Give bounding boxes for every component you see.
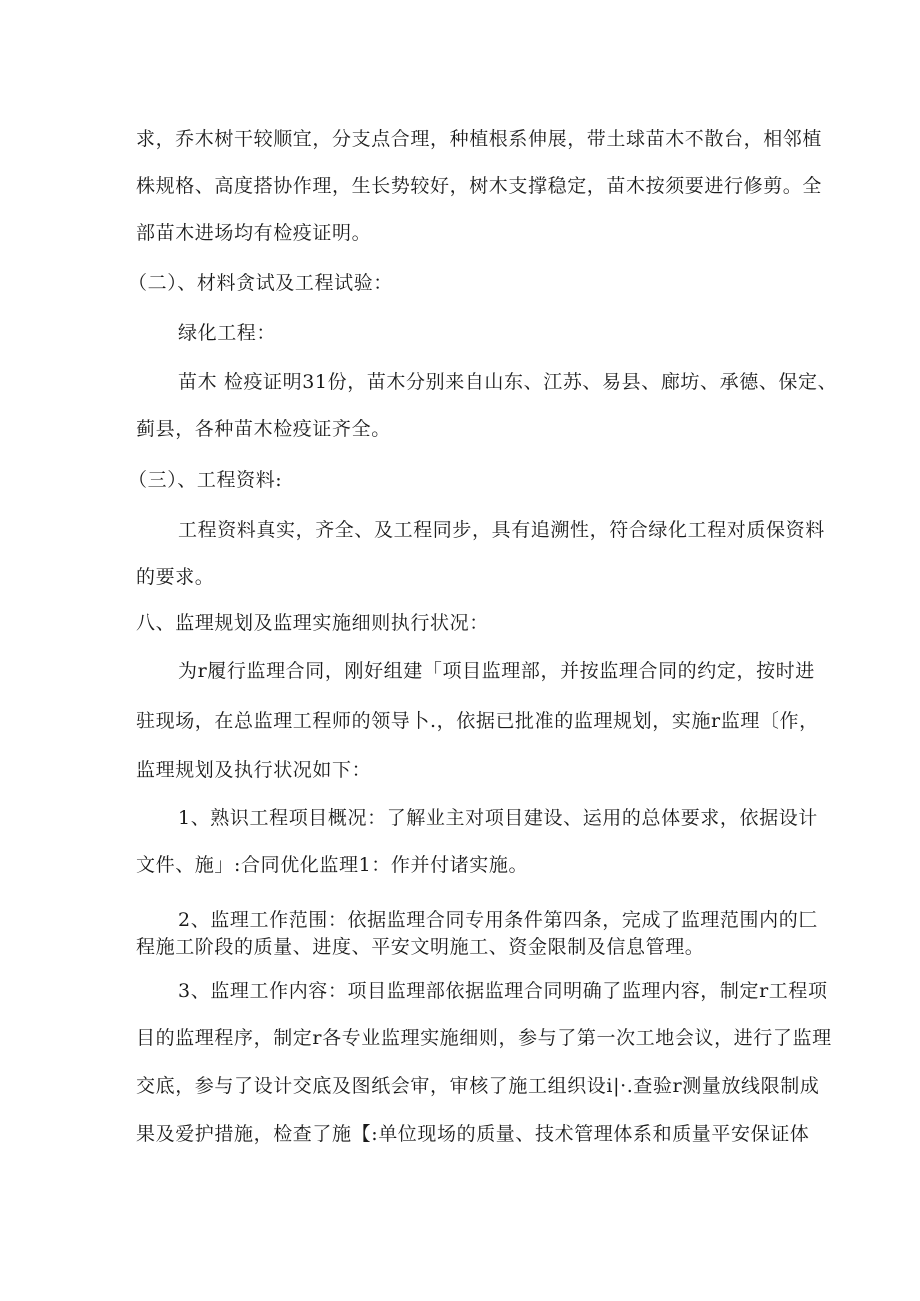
list-item-line: 2、监理工作范围：依据监理合同专用条件第四条，完成了监理范围内的匚	[178, 909, 818, 931]
paragraph-line: 监理规划及执行状况如下：	[136, 759, 372, 781]
subheading: 绿化工程：	[178, 322, 277, 344]
list-item-line: 程施工阶段的质量、进度、平安文明施工、资金限制及信息管理。	[136, 936, 705, 958]
paragraph-line: 为r履行监理合同，刚好组建「项目监理部，并按监理合同的约定，按时进	[178, 660, 815, 682]
paragraph-line: 苗木 检疫证明31份，苗木分别来自山东、江苏、易县、廊坊、承德、保定、	[178, 371, 838, 393]
paragraph-line: 驻现场，在总监理工程师的领导卜.，依据已批准的监理规划，实施r监理〔作，	[136, 710, 819, 732]
paragraph-line: 工程资料真实，齐全、及工程同步，具有追溯性，符合绿化工程对质保资料	[178, 519, 825, 541]
list-item-line: 1、熟识工程项目概况：了解业主对项目建设、运用的总体要求，依据设计	[178, 807, 818, 829]
list-item-line: 目的监理程序，制定r各专业监理实施细则，参与了第一次工地会议，进行了监理	[136, 1027, 832, 1049]
paragraph-line: 蓟县，各种苗木检疫证齐全。	[136, 418, 391, 440]
list-item-line: 3、监理工作内容：项目监理部依据监理合同明确了监理内容，制定r工程项	[178, 980, 828, 1002]
paragraph-line: 株规格、高度搭协作理，生长势较好，树木支撑稳定，苗木按须要进行修剪。全	[136, 175, 823, 197]
paragraph-line: 的要求。	[136, 566, 215, 588]
paragraph-line: 求，乔木树干较顺宜，分支点合理，种植根系伸展，带土球苗木不散台，相邻植	[136, 128, 823, 150]
paragraph-line: 部苗木进场均有检疫证明。	[136, 222, 372, 244]
section-heading: （三）、工程资料:	[128, 469, 283, 491]
list-item-line: 交底，参与了设计交底及图纸会审，审核了施工组织设i|·.查验r测量放线限制成	[136, 1075, 820, 1097]
list-item-line: 文件、施」:合同优化监理1：作并付诸实施。	[136, 854, 529, 876]
section-heading: 八、监理规划及监理实施细则执行状况：	[136, 612, 489, 634]
list-item-line: 果及爱护措施，检查了施【:单位现场的质量、技术管理体系和质量平安保证体	[136, 1123, 810, 1145]
section-heading: （二）、材料贪试及工程试验：	[128, 272, 393, 294]
